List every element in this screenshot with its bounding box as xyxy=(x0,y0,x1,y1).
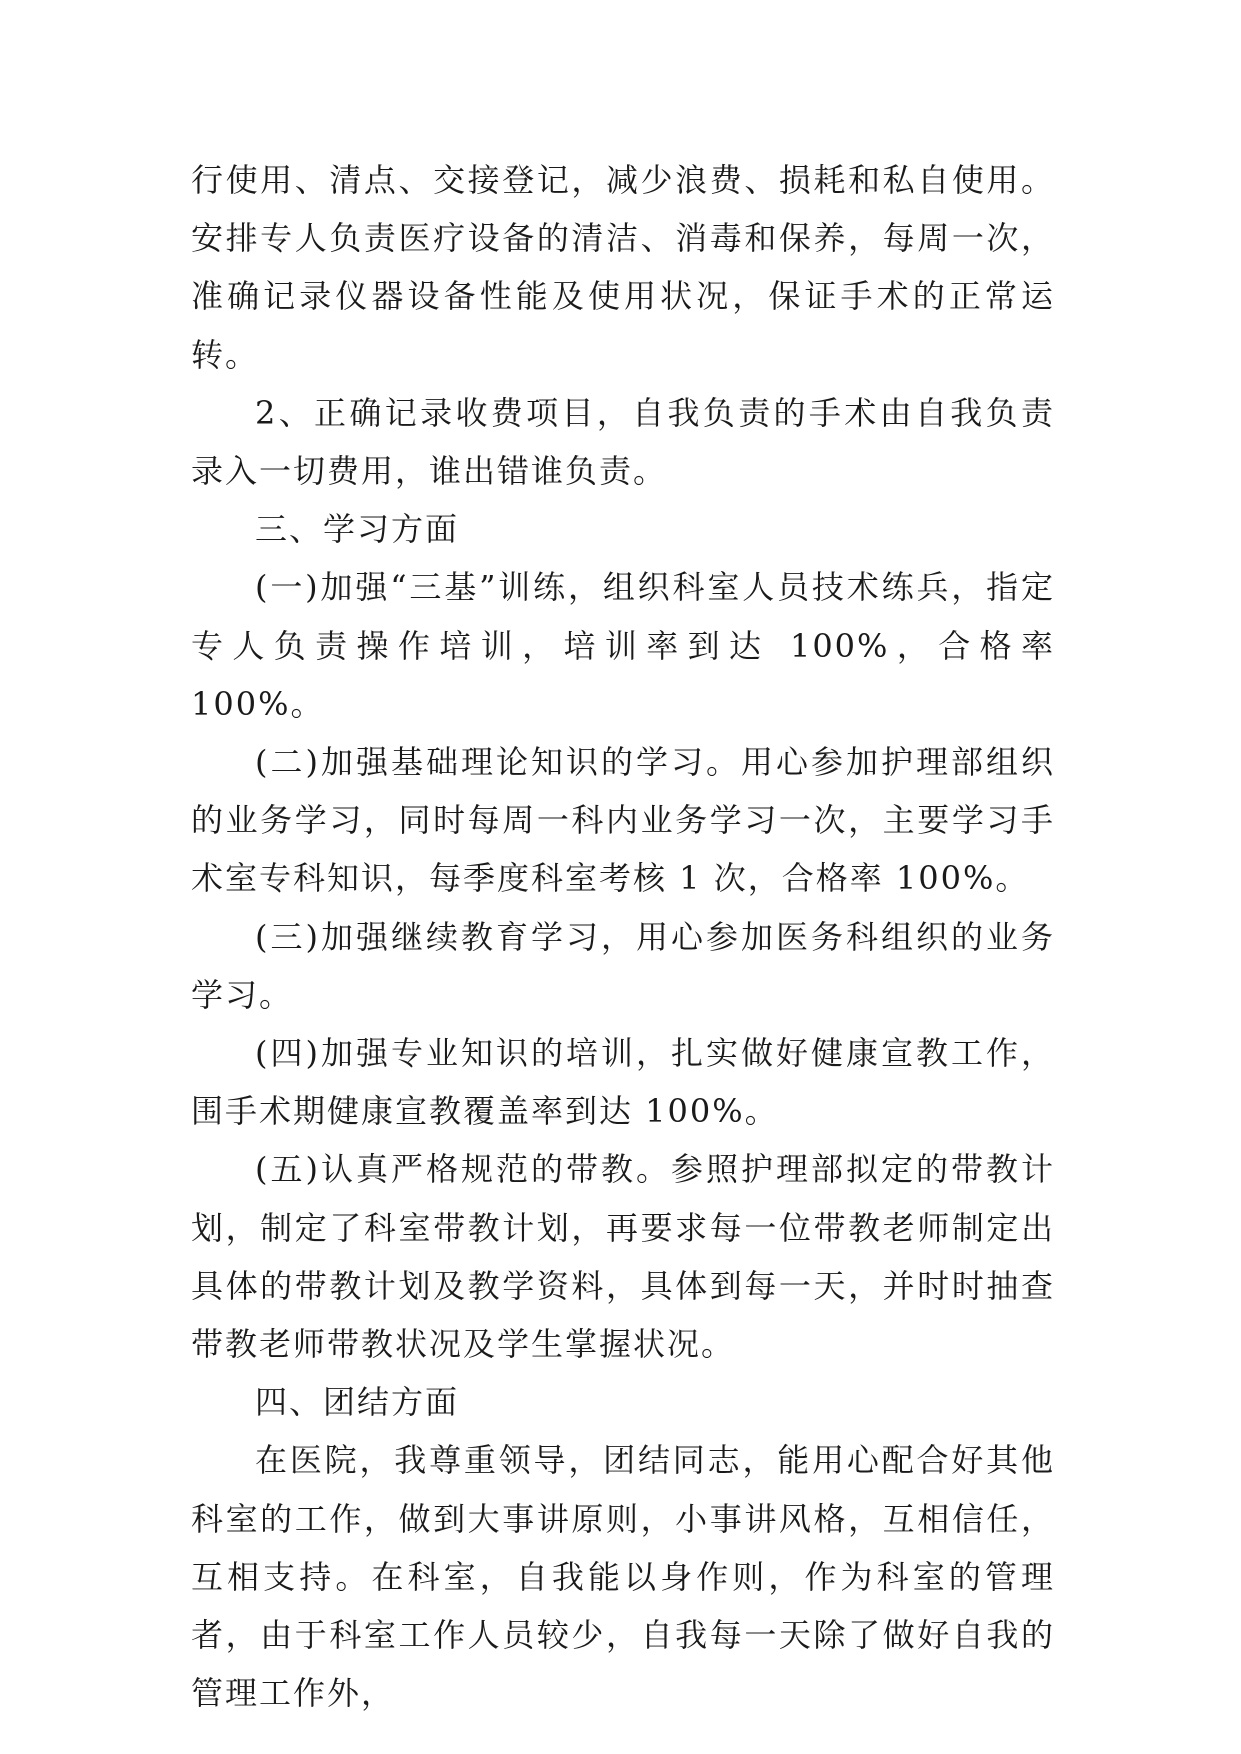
paragraph-study-4: (四)加强专业知识的培训，扎实做好健康宣教工作，围手术期健康宣教覆盖率到达 100%。 xyxy=(191,1034,1055,1131)
paragraph-billing: 2、正确记录收费项目，自我负责的手术由自我负责录入一切费用，谁出错谁负责。 xyxy=(191,393,1055,491)
paragraph-study-1: (一)加强“三基”训练，组织科室人员技术练兵，指定专人负责操作培训，培训率到达 100%，合格率 100%。 xyxy=(191,568,1055,723)
document-body xyxy=(191,151,1055,1722)
section-heading-unity: 四、团结方面 xyxy=(255,1383,460,1422)
paragraph-continuation: 行使用、清点、交接登记，减少浪费、损耗和私自使用。安排专人负责医疗设备的清洁、消毒和保养，每周一次，准确记录仪器设备性能及使用状况，保证手术的正常运转。 xyxy=(191,161,1055,374)
paragraph-unity: 在医院，我尊重领导，团结同志，能用心配合好其他科室的工作，做到大事讲原则，小事讲风格，互相信任，互相支持。在科室，自我能以身作则，作为科室的管理者，由于科室工作人员较少，自我每一天除了做好自我的管理工作外， xyxy=(191,1441,1055,1713)
paragraph-study-3: (三)加强继续教育学习，用心参加医务科组织的业务学习。 xyxy=(191,917,1055,1014)
paragraph-study-2: (二)加强基础理论知识的学习。用心参加护理部组织的业务学习，同时每周一科内业务学习一次，主要学习手术室专科知识，每季度科室考核 1 次，合格率 100%。 xyxy=(191,743,1055,898)
section-heading-study: 三、学习方面 xyxy=(255,510,460,549)
paragraph-study-5: (五)认真严格规范的带教。参照护理部拟定的带教计划，制定了科室带教计划，再要求每一位带教老师制定出具体的带教计划及教学资料，具体到每一天，并时时抽查带教老师带教状况及学生掌握状况。 xyxy=(191,1150,1055,1364)
